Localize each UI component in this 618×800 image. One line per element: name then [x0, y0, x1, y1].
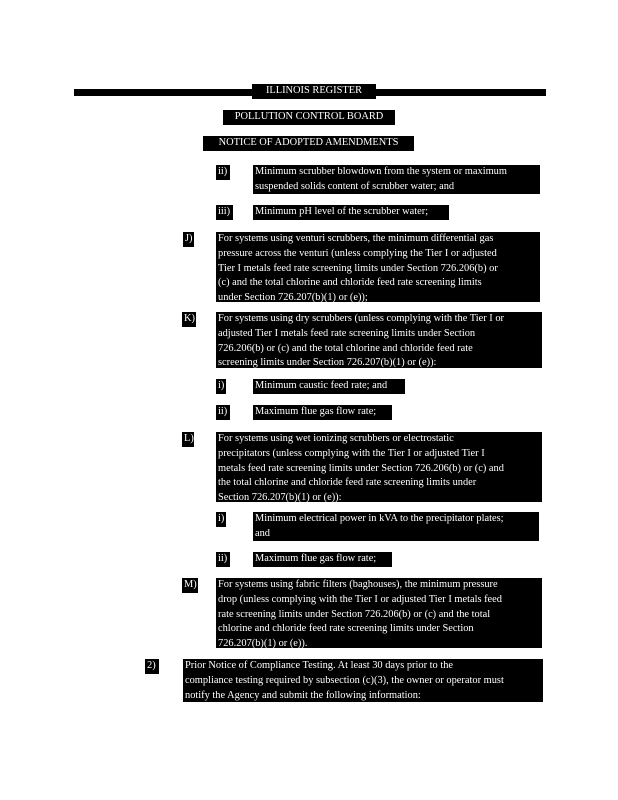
item-text: For systems using dry scrubbers (unless complying with the Tier I or adjusted Tier I metals feed rate screening limits under Section 726.206(b) or (c) and the total chlorine and chloride feed rate screening limits under Section 726.207(b)(1) or (e)):: [216, 312, 542, 368]
item-label: M): [182, 578, 198, 593]
item-label: K): [182, 312, 196, 327]
item-label: ii): [216, 405, 230, 420]
item-label: i): [216, 512, 226, 527]
item-text: Minimum pH level of the scrubber water;: [253, 205, 449, 220]
board-title: POLLUTION CONTROL BOARD: [223, 110, 395, 125]
item-label: L): [182, 432, 194, 447]
item-text: Maximum flue gas flow rate;: [253, 405, 392, 420]
item-label: 2): [145, 659, 159, 674]
notice-title: NOTICE OF ADOPTED AMENDMENTS: [203, 136, 414, 151]
item-text: Minimum caustic feed rate; and: [253, 379, 405, 394]
item-label: ii): [216, 552, 230, 567]
item-text: Minimum scrubber blowdown from the system or maximum suspended solids content of scrubber water; and: [253, 165, 540, 194]
item-text: Maximum flue gas flow rate;: [253, 552, 392, 567]
item-text: For systems using wet ionizing scrubbers or electrostatic precipitators (unless complying with the Tier I or adjusted Tier I metals feed rate screening limits under Section 726.206(b) or (c) and the total chlorine and chloride feed rate screening limits under Section 726.207(b)(1) or (e)):: [216, 432, 542, 502]
item-text: Minimum electrical power in kVA to the precipitator plates; and: [253, 512, 539, 541]
item-text: For systems using venturi scrubbers, the minimum differential gas pressure across the venturi (unless complying the Tier I or adjusted Tier I metals feed rate screening limits under Section 726.206(b) or (c) and the total chlorine and chloride feed rate screening limits under Section 726.207(b)(1) or (e));: [216, 232, 540, 302]
item-text: Prior Notice of Compliance Testing. At least 30 days prior to the compliance testing required by subsection (c)(3), the owner or operator must notify the Agency and submit the following information:: [183, 659, 543, 702]
item-text: For systems using fabric filters (baghouses), the minimum pressure drop (unless complying with the Tier I or adjusted Tier I metals feed rate screening limits under Section 726.206(b) or (c) and the total chlorine and chloride feed rate screening limits under Section 726.207(b)(1) or (e)).: [216, 578, 542, 648]
register-title: ILLINOIS REGISTER: [252, 84, 376, 99]
item-label: iii): [216, 205, 233, 220]
item-label: ii): [216, 165, 230, 180]
item-label: J): [183, 232, 194, 247]
item-label: i): [216, 379, 226, 394]
